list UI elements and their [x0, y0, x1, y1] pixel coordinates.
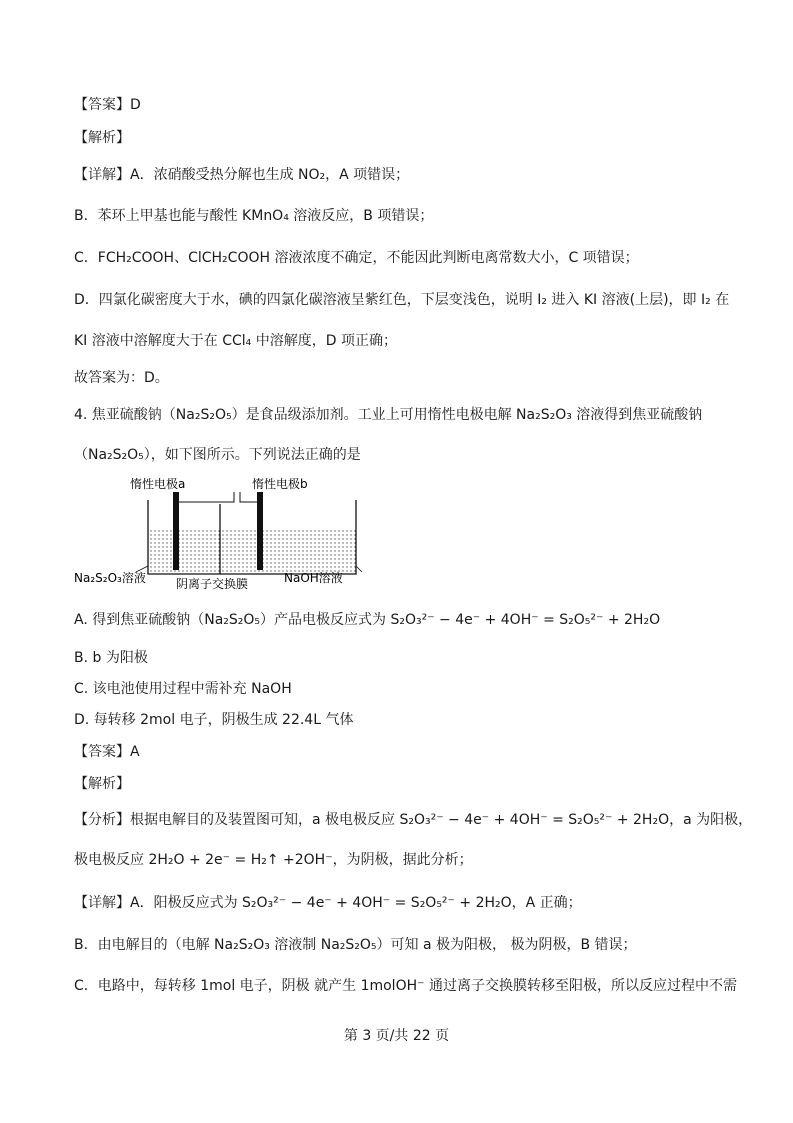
membrane-label: 阴离子交换膜 — [176, 577, 249, 590]
question-4-line2: （Na₂S₂O₅），如下图所示。下列说法正确的是 — [74, 447, 361, 463]
analysis-2: 极电极反应 2H₂O + 2e⁻ = H₂↑ +2OH⁻，为阴极，据此分析； — [74, 852, 473, 868]
detail-d2: KI 溶液中溶解度大于在 CCl₄ 中溶解度，D 项正确； — [74, 333, 397, 349]
detail-b: B．苯环上甲基也能与酸性 KMnO₄ 溶液反应，B 项错误； — [74, 208, 434, 224]
electrode-a — [173, 492, 179, 570]
jx1: 【解析】 — [74, 130, 130, 146]
analysis-1: 【分析】根据电解目的及装置图可知，a 极电极反应 S₂O₃²⁻ − 4e⁻ + 4OH⁻ = S₂O₅²⁻ + 2H₂O，a 为阳极， — [74, 812, 753, 828]
detail2-c: C．电路中，每转移 1mol 电子，阴极 就产生 1molOH⁻ 通过离子交换膜转移至阳极，所以反应过程中不需 — [74, 978, 737, 994]
left-solution-label: Na₂S₂O₃溶液 — [74, 571, 146, 585]
electrode-b-label: 惰性电极b — [252, 478, 308, 491]
conclusion: 故答案为：D。 — [74, 370, 169, 386]
option-d: D. 每转移 2mol 电子，阴极生成 22.4L 气体 — [74, 712, 354, 728]
right-solution-label: NaOH溶液 — [284, 571, 343, 585]
detail-a: 【详解】A．浓硝酸受热分解也生成 NO₂，A 项错误； — [74, 167, 410, 183]
ans2: 【答案】A — [74, 744, 140, 760]
detail-c: C．FCH₂COOH、ClCH₂COOH 溶液浓度不确定，不能因此判断电离常数大小，C 项错误； — [74, 250, 639, 266]
question-4-line1: 4. 焦亚硫酸钠（Na₂S₂O₅）是食品级添加剂。工业上可用惰性电极电解 Na₂S₂O₃ 溶液得到焦亚硫酸钠 — [74, 407, 703, 423]
ans1: 【答案】D — [74, 97, 141, 113]
detail2-b: B．由电解目的（电解 Na₂S₂O₃ 溶液制 Na₂S₂O₅）可知 a 极为阳极， 极为阴极，B 错误； — [74, 937, 637, 953]
detail2-a: 【详解】A．阳极反应式为 S₂O₃²⁻ − 4e⁻ + 4OH⁻ = S₂O₅²⁻ + 2H₂O，A 正确； — [74, 895, 582, 911]
option-b: B. b 为阳极 — [74, 650, 148, 666]
electrode-b — [257, 492, 263, 570]
electrode-a-label: 惰性电极a — [130, 478, 186, 491]
option-a: A. 得到焦亚硫酸钠（Na₂S₂O₅）产品电极反应式为 S₂O₃²⁻ − 4e⁻ + 4OH⁻ = S₂O₅²⁻ + 2H₂O — [74, 612, 661, 628]
jx2: 【解析】 — [74, 776, 130, 792]
page-footer: 第 3 页/共 22 页 — [343, 1028, 450, 1044]
electrolysis-diagram — [74, 478, 364, 590]
detail-d1: D．四氯化碳密度大于水，碘的四氯化碳溶液呈紫红色，下层变浅色，说明 I₂ 进入 KI 溶液(上层)，即 I₂ 在 — [74, 292, 730, 308]
option-c: C. 该电池使用过程中需补充 NaOH — [74, 681, 292, 697]
